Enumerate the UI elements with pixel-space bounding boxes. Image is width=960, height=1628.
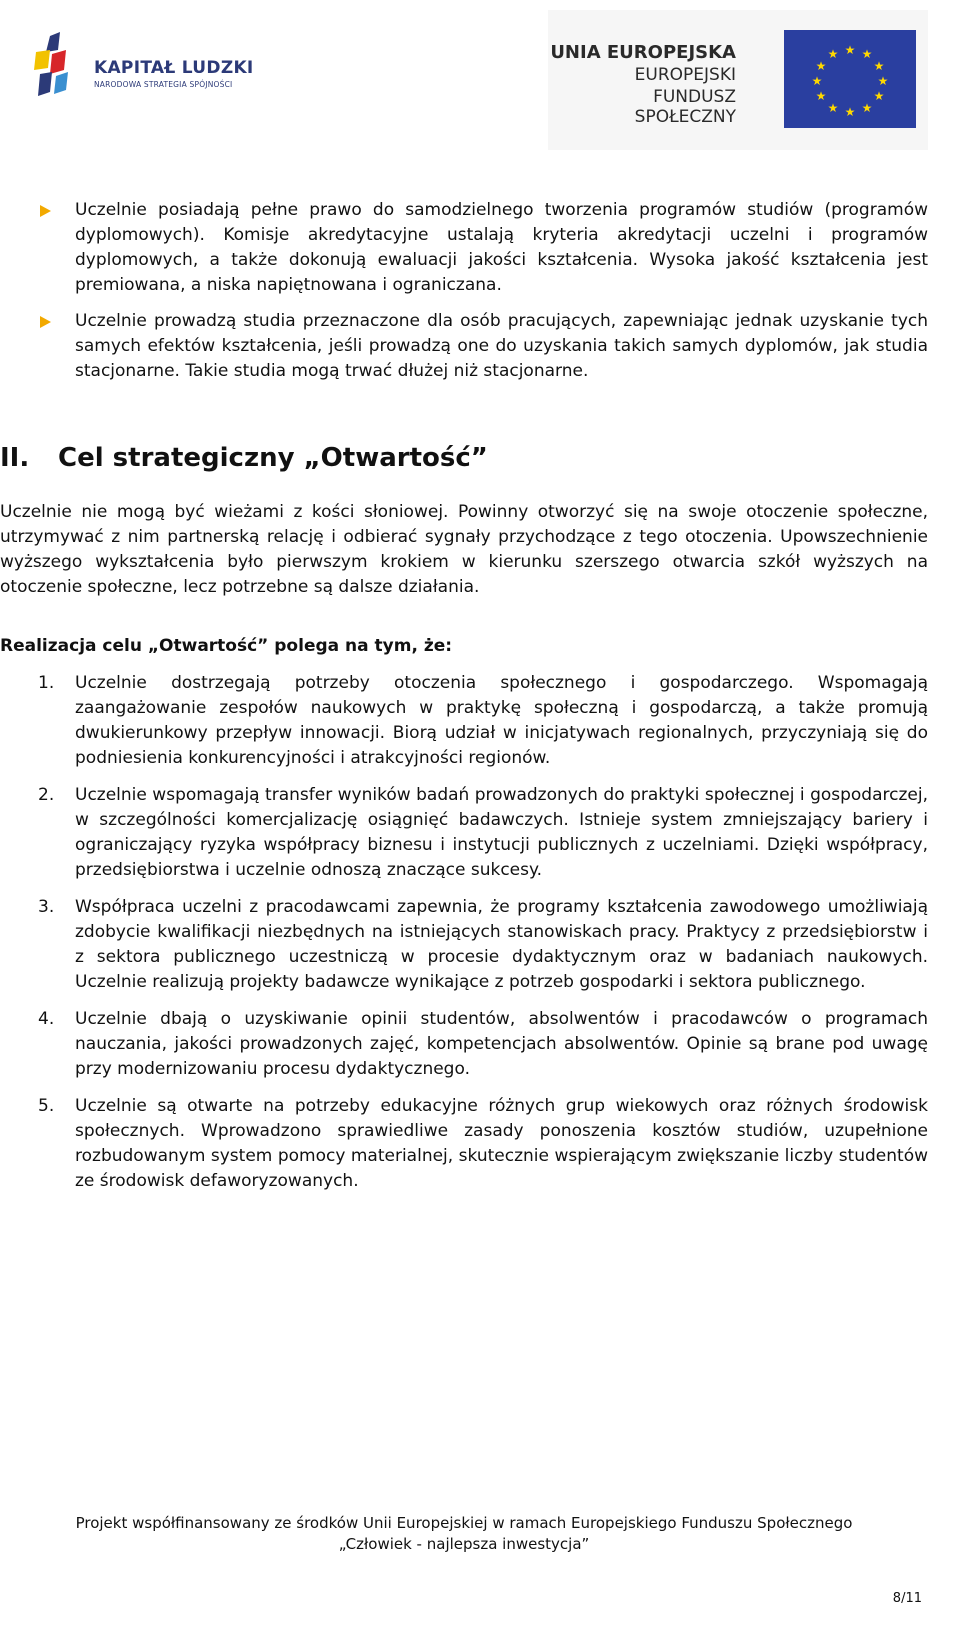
svg-text:★: ★ — [811, 74, 823, 88]
kapital-ludzki-star-icon — [32, 30, 88, 102]
eu-logo-line2: EUROPEJSKI — [634, 65, 736, 85]
bullet-item — [0, 309, 928, 384]
svg-text:★: ★ — [873, 89, 885, 103]
list-item-text: Uczelnie dbają o uzyskiwanie opinii studentów, absolwentów i pracodawców o programach nauczania, jakości prowadzonych zajęć, kompetencjach absolwentów. Opinie są brane pod uwagę przy modernizowaniu procesu dydaktycznego. — [75, 1009, 928, 1079]
bullet-arrow-icon — [40, 205, 51, 217]
list-item-number: 3. — [38, 897, 55, 917]
svg-text:★: ★ — [873, 59, 885, 73]
list-item-text: Uczelnie wspomagają transfer wyników badań prowadzonych do praktyki społecznej i gospodarczej, w szczególności komercjalizację osiągnięć badawczych. Istnieje system zmniejszający bariery i ograniczający ryzyka współpracy biznesu i instytucji publicznych z uczelniami. Dzięki współpracy, przedsiębiorstwa i uczelnie odnoszą znaczące sukcesy. — [75, 785, 928, 880]
list-item-number: 5. — [38, 1096, 55, 1116]
list-item-text: Uczelnie są otwarte na potrzeby edukacyjne różnych grup wiekowych oraz różnych środowisk społecznych. Wprowadzono sprawiedliwe zasady ponoszenia kosztów studiów, uzupełnione rozbudowanym system pomocy materialnej, skutecznie wspierającym zwiększanie liczby studentów ze środowisk defaworyzowanych. — [75, 1096, 928, 1191]
main-content — [0, 198, 928, 1206]
footer-funding-note: Projekt współfinansowany ze środków Unii Europejskiej w ramach Europejskiego Funduszu Społecznego — [75, 1514, 853, 1532]
section-subheading: Realizacja celu „Otwartość” polega na tym, że: — [0, 636, 453, 656]
svg-text:★: ★ — [861, 47, 873, 61]
bullet-arrow-icon — [40, 316, 51, 328]
svg-text:★: ★ — [844, 43, 856, 57]
bullet-item — [0, 198, 928, 298]
list-item-text: Współpraca uczelni z pracodawcami zapewnia, że programy kształcenia zawodowego umożliwiają zdobycie kwalifikacji niezbędnych na istniejących stanowiskach pracy. Praktycy z przedsiębiorstw i z sektora publicznego uczestniczą w procesie dydaktycznym oraz w badaniach naukowych. Uczelnie realizują projekty badawcze wynikające z potrzeb gospodarki i sektora publicznego. — [75, 897, 928, 992]
page-number: 8/11 — [892, 1591, 922, 1606]
footer-slogan: „Człowiek - najlepsza inwestycja” — [338, 1535, 590, 1553]
eu-logo — [548, 10, 928, 150]
svg-text:★: ★ — [827, 101, 839, 115]
eu-flag-icon — [784, 30, 916, 128]
svg-text:★: ★ — [827, 47, 839, 61]
kapital-ludzki-logo — [32, 30, 262, 110]
list-item-number: 2. — [38, 785, 55, 805]
numbered-list — [0, 671, 928, 1194]
kapital-ludzki-title: KAPITAŁ LUDZKI — [94, 58, 254, 78]
bullet-text: Uczelnie posiadają pełne prawo do samodzielnego tworzenia programów studiów (programów dyplomowych). Komisje akredytacyjne ustalają kryteria akredytacji uczelni i programów dyplomowych, a także dokonują ewaluacji jakości kształcenia. Wysoka jakość kształcenia jest premiowana, a niska napiętnowana i ograniczana. — [75, 200, 928, 295]
page-footer — [0, 1513, 928, 1555]
section-number: II. — [0, 443, 30, 473]
list-item-number: 4. — [38, 1009, 55, 1029]
kapital-ludzki-subtitle: NARODOWA STRATEGIA SPÓJNOŚCI — [94, 80, 233, 89]
svg-text:★: ★ — [815, 89, 827, 103]
section-paragraph: Uczelnie nie mogą być wieżami z kości słoniowej. Powinny otworzyć się na swoje otoczenie społeczne, utrzymywać z nim partnerską relację i odbierać sygnały przychodzące z tego otoczenia. Upowszechnienie wyższego wykształcenia było pierwszym krokiem w kierunku szerszego otwarcia szkół wyższych na otoczenie społeczne, lecz potrzebne są dalsze działania. — [0, 502, 928, 597]
eu-logo-line3: FUNDUSZ SPOŁECZNY — [634, 87, 736, 127]
list-item-number: 1. — [38, 673, 55, 693]
svg-text:★: ★ — [844, 105, 856, 119]
section-heading — [0, 440, 928, 476]
list-item-text: Uczelnie dostrzegają potrzeby otoczenia społecznego i gospodarczego. Wspomagają zaangażowanie zespołów naukowych w praktykę społeczną i gospodarczą, a także promują dwukierunkowy przepływ innowacji. Biorą udział w inicjatywach regionalnych, przyczyniają się do podniesienia konkurencyjności i atrakcyjności regionów. — [75, 673, 928, 768]
list-item — [0, 1007, 928, 1082]
svg-text:★: ★ — [815, 59, 827, 73]
list-item — [0, 895, 928, 995]
section-title: Cel strategiczny „Otwartość” — [58, 443, 488, 473]
eu-logo-line1: UNIA EUROPEJSKA — [550, 42, 736, 63]
svg-text:★: ★ — [861, 101, 873, 115]
page-header — [0, 0, 960, 160]
list-item — [0, 1094, 928, 1194]
list-item — [0, 783, 928, 883]
bullet-text: Uczelnie prowadzą studia przeznaczone dla osób pracujących, zapewniając jednak uzyskanie tych samych efektów kształcenia, jeśli prowadzą one do uzyskania takich samych dyplomów, jak studia stacjonarne. Takie studia mogą trwać dłużej niż stacjonarne. — [75, 311, 928, 381]
svg-text:★: ★ — [877, 74, 889, 88]
list-item — [0, 671, 928, 771]
